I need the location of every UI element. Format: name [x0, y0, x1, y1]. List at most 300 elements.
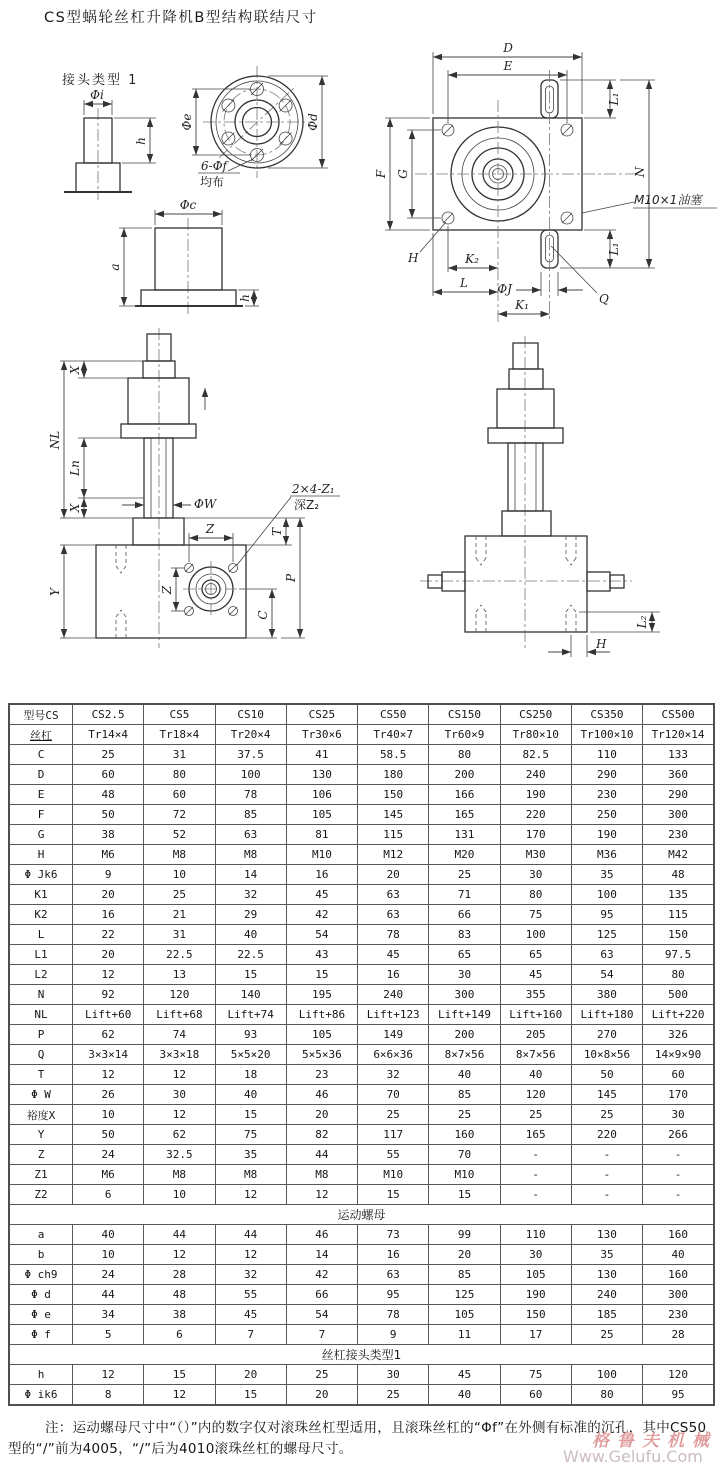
row-label: NL	[9, 1005, 73, 1025]
value-cell: 240	[500, 765, 571, 785]
table-row	[9, 1085, 714, 1105]
value-cell: 46	[286, 1085, 357, 1105]
table-row	[9, 885, 714, 905]
value-cell: 7	[215, 1325, 286, 1345]
value-cell: Tr30×6	[286, 725, 357, 745]
value-cell: 44	[215, 1225, 286, 1245]
value-cell: 16	[286, 865, 357, 885]
value-cell: 165	[429, 805, 500, 825]
table-row	[9, 905, 714, 925]
table-row	[9, 1065, 714, 1085]
value-cell: 300	[429, 985, 500, 1005]
row-label: Φ Jk6	[9, 865, 73, 885]
value-cell: Tr100×10	[571, 725, 642, 745]
value-cell: Tr40×7	[358, 725, 429, 745]
value-cell: 7	[286, 1325, 357, 1345]
value-cell: 43	[286, 945, 357, 965]
value-cell: Lift+74	[215, 1005, 286, 1025]
value-cell: Lift+160	[500, 1005, 571, 1025]
value-cell: 85	[215, 805, 286, 825]
page-title: CS型蜗轮丝杠升降机B型结构联结尺寸	[44, 10, 318, 26]
value-cell: 25	[144, 885, 215, 905]
table-row	[9, 985, 714, 1005]
model-column-header: CS350	[571, 704, 642, 725]
dim-Z-vertical: Z	[160, 585, 174, 595]
value-cell: 180	[358, 765, 429, 785]
value-cell: 95	[643, 1385, 714, 1406]
value-cell: 60	[144, 785, 215, 805]
value-cell: 92	[73, 985, 144, 1005]
value-cell: 52	[144, 825, 215, 845]
table-row	[9, 1365, 714, 1385]
value-cell: 54	[571, 965, 642, 985]
value-cell: 58.5	[358, 745, 429, 765]
value-cell: 8	[73, 1385, 144, 1406]
value-cell: 11	[429, 1325, 500, 1345]
value-cell: 150	[358, 785, 429, 805]
value-cell: 15	[215, 1105, 286, 1125]
value-cell: 40	[500, 1065, 571, 1085]
value-cell: M12	[358, 845, 429, 865]
row-label: Z2	[9, 1185, 73, 1205]
value-cell: 5×5×20	[215, 1045, 286, 1065]
value-cell: 290	[643, 785, 714, 805]
section-row	[9, 1345, 714, 1365]
value-cell: Tr120×14	[643, 725, 714, 745]
value-cell: 22.5	[215, 945, 286, 965]
oil-plug-label: M10×1油塞	[634, 193, 702, 207]
model-column-header: CS25	[286, 704, 357, 725]
row-label: C	[9, 745, 73, 765]
value-cell: -	[571, 1185, 642, 1205]
dim-L1-top: L₁	[607, 92, 621, 106]
value-cell: 25	[571, 1105, 642, 1125]
value-cell: 12	[144, 1245, 215, 1265]
value-cell: 38	[73, 825, 144, 845]
value-cell: M10	[358, 1165, 429, 1185]
table-row	[9, 865, 714, 885]
value-cell: 28	[643, 1325, 714, 1345]
model-column-header: CS5	[144, 704, 215, 725]
value-cell: 15	[215, 1385, 286, 1406]
value-cell: Tr60×9	[429, 725, 500, 745]
value-cell: 12	[144, 1385, 215, 1406]
value-cell: 78	[215, 785, 286, 805]
value-cell: 12	[73, 1065, 144, 1085]
dim-Q: Q	[599, 292, 609, 306]
value-cell: 85	[429, 1085, 500, 1105]
dim-X-bottom: X	[68, 503, 82, 513]
value-cell: 115	[358, 825, 429, 845]
callout-2x4-Z1: 2×4-Z₁	[292, 482, 335, 496]
dim-D: D	[503, 41, 513, 55]
dim-Z-horizontal: Z	[205, 522, 215, 536]
table-row	[9, 1165, 714, 1185]
value-cell: 20	[286, 1105, 357, 1125]
value-cell: 26	[73, 1085, 144, 1105]
value-cell: 120	[144, 985, 215, 1005]
value-cell: 130	[571, 1265, 642, 1285]
value-cell: M8	[286, 1165, 357, 1185]
row-label: L2	[9, 965, 73, 985]
value-cell: M10	[286, 845, 357, 865]
value-cell: 24	[73, 1265, 144, 1285]
row-label: Φ d	[9, 1285, 73, 1305]
value-cell: 170	[500, 825, 571, 845]
value-cell: 24	[73, 1145, 144, 1165]
table-row	[9, 1285, 714, 1305]
value-cell: 48	[73, 785, 144, 805]
dim-H: H	[408, 251, 419, 265]
value-cell: 145	[571, 1085, 642, 1105]
dim-phi-e: Φe	[180, 113, 194, 131]
nut-side-view	[108, 198, 259, 314]
value-cell: 80	[144, 765, 215, 785]
value-cell: 14	[286, 1245, 357, 1265]
dim-T: T	[270, 527, 284, 537]
value-cell: 300	[643, 805, 714, 825]
dim-h-nut: h	[238, 294, 252, 302]
value-cell: 50	[73, 1125, 144, 1145]
value-cell: 266	[643, 1125, 714, 1145]
value-cell: Tr20×4	[215, 725, 286, 745]
value-cell: 48	[643, 865, 714, 885]
value-cell: 220	[571, 1125, 642, 1145]
value-cell: 71	[429, 885, 500, 905]
table-row	[9, 1105, 714, 1125]
value-cell: 6	[144, 1325, 215, 1345]
value-cell: 16	[73, 905, 144, 925]
value-cell: 3×3×18	[144, 1045, 215, 1065]
model-column-header: CS250	[500, 704, 571, 725]
value-cell: 190	[500, 1285, 571, 1305]
value-cell: 40	[215, 925, 286, 945]
row-label: Z1	[9, 1165, 73, 1185]
value-cell: 190	[571, 825, 642, 845]
value-cell: 70	[358, 1085, 429, 1105]
value-cell: 30	[144, 1085, 215, 1105]
model-column-header: CS10	[215, 704, 286, 725]
row-label: Φ ch9	[9, 1265, 73, 1285]
value-cell: 95	[358, 1285, 429, 1305]
value-cell: 42	[286, 1265, 357, 1285]
dim-6-phi-f: 6-Φf	[201, 159, 227, 173]
value-cell: 149	[358, 1025, 429, 1045]
value-cell: 20	[429, 1245, 500, 1265]
model-column-header: CS500	[643, 704, 714, 725]
value-cell: 14×9×90	[643, 1045, 714, 1065]
value-cell: 40	[429, 1385, 500, 1406]
row-label: Z	[9, 1145, 73, 1165]
value-cell: 100	[215, 765, 286, 785]
value-cell: 63	[571, 945, 642, 965]
value-cell: 25	[429, 1105, 500, 1125]
value-cell: 117	[358, 1125, 429, 1145]
value-cell: 106	[286, 785, 357, 805]
value-cell: 500	[643, 985, 714, 1005]
value-cell: M20	[429, 845, 500, 865]
value-cell: -	[500, 1145, 571, 1165]
value-cell: 105	[286, 1025, 357, 1045]
value-cell: 63	[215, 825, 286, 845]
table-row	[9, 725, 714, 745]
row-label: Φ ik6	[9, 1385, 73, 1406]
row-label: b	[9, 1245, 73, 1265]
value-cell: -	[571, 1145, 642, 1165]
table-row	[9, 1145, 714, 1165]
header-row	[9, 704, 714, 725]
value-cell: 31	[144, 745, 215, 765]
dim-phi-J: ΦJ	[497, 282, 512, 296]
value-cell: 110	[500, 1225, 571, 1245]
value-cell: 35	[215, 1145, 286, 1165]
dim-K1: K₁	[515, 298, 529, 312]
value-cell: 30	[643, 1105, 714, 1125]
table-row	[9, 1045, 714, 1065]
value-cell: 32	[215, 1265, 286, 1285]
value-cell: 20	[286, 1385, 357, 1406]
value-cell: 5	[73, 1325, 144, 1345]
value-cell: Lift+86	[286, 1005, 357, 1025]
value-cell: Tr14×4	[73, 725, 144, 745]
watermark-site: Www.Gelufu.Com	[563, 1447, 703, 1466]
row-label: h	[9, 1365, 73, 1385]
value-cell: 230	[643, 825, 714, 845]
value-cell: 6×6×36	[358, 1045, 429, 1065]
model-header-cell: 型号CS	[9, 704, 73, 725]
dim-phi-c: Φc	[179, 198, 197, 212]
value-cell: 25	[429, 865, 500, 885]
value-cell: 62	[144, 1125, 215, 1145]
spec-table	[8, 703, 715, 1406]
value-cell: 220	[500, 805, 571, 825]
value-cell: 21	[144, 905, 215, 925]
value-cell: 46	[286, 1225, 357, 1245]
value-cell: 37.5	[215, 745, 286, 765]
value-cell: 60	[643, 1065, 714, 1085]
value-cell: 82.5	[500, 745, 571, 765]
value-cell: 31	[144, 925, 215, 945]
value-cell: 12	[73, 1365, 144, 1385]
value-cell: 40	[643, 1245, 714, 1265]
value-cell: 40	[73, 1225, 144, 1245]
joint-stud-side-view	[62, 72, 156, 200]
value-cell: 41	[286, 745, 357, 765]
value-cell: 10×8×56	[571, 1045, 642, 1065]
value-cell: 25	[286, 1365, 357, 1385]
row-label: Φ f	[9, 1325, 73, 1345]
value-cell: 20	[73, 945, 144, 965]
value-cell: 230	[571, 785, 642, 805]
value-cell: 25	[500, 1105, 571, 1125]
value-cell: 195	[286, 985, 357, 1005]
dim-phi-i: Φi	[90, 88, 104, 102]
value-cell: 3×3×14	[73, 1045, 144, 1065]
value-cell: 38	[144, 1305, 215, 1325]
row-label: K2	[9, 905, 73, 925]
value-cell: 15	[144, 1365, 215, 1385]
value-cell: M8	[144, 1165, 215, 1185]
value-cell: 22	[73, 925, 144, 945]
dim-Ln: Ln	[68, 460, 82, 476]
value-cell: 15	[429, 1185, 500, 1205]
value-cell: 8×7×56	[429, 1045, 500, 1065]
dim-P: P	[284, 573, 298, 583]
value-cell: 54	[286, 925, 357, 945]
value-cell: 16	[358, 1245, 429, 1265]
row-label: G	[9, 825, 73, 845]
value-cell: 63	[358, 905, 429, 925]
table-row	[9, 845, 714, 865]
value-cell: 75	[500, 1365, 571, 1385]
row-label: 丝杠	[9, 725, 73, 745]
value-cell: 80	[500, 885, 571, 905]
watermark-brand: 格鲁夫机械	[592, 1431, 717, 1451]
value-cell: 360	[643, 765, 714, 785]
row-label: a	[9, 1225, 73, 1245]
jack-front-view	[48, 328, 340, 648]
value-cell: 12	[144, 1105, 215, 1125]
value-cell: Tr18×4	[144, 725, 215, 745]
value-cell: 270	[571, 1025, 642, 1045]
value-cell: 140	[215, 985, 286, 1005]
value-cell: 200	[429, 1025, 500, 1045]
value-cell: 23	[286, 1065, 357, 1085]
value-cell: Lift+180	[571, 1005, 642, 1025]
value-cell: M8	[215, 845, 286, 865]
table-row	[9, 1125, 714, 1145]
value-cell: 240	[358, 985, 429, 1005]
value-cell: 10	[73, 1105, 144, 1125]
value-cell: 72	[144, 805, 215, 825]
value-cell: 150	[500, 1305, 571, 1325]
value-cell: 81	[286, 825, 357, 845]
value-cell: 20	[73, 885, 144, 905]
value-cell: 10	[144, 1185, 215, 1205]
value-cell: 45	[358, 945, 429, 965]
value-cell: 160	[643, 1265, 714, 1285]
value-cell: M8	[144, 845, 215, 865]
value-cell: 25	[73, 745, 144, 765]
value-cell: 54	[286, 1305, 357, 1325]
value-cell: 85	[429, 1265, 500, 1285]
dim-L: L	[460, 276, 468, 290]
dim-phi-d: Φd	[306, 113, 320, 131]
value-cell: 78	[358, 1305, 429, 1325]
value-cell: -	[643, 1145, 714, 1165]
value-cell: M6	[73, 845, 144, 865]
row-label: L	[9, 925, 73, 945]
value-cell: 12	[215, 1185, 286, 1205]
value-cell: 45	[286, 885, 357, 905]
row-label: N	[9, 985, 73, 1005]
value-cell: 32	[358, 1065, 429, 1085]
model-column-header: CS150	[429, 704, 500, 725]
value-cell: -	[643, 1185, 714, 1205]
value-cell: 120	[643, 1365, 714, 1385]
value-cell: 17	[500, 1325, 571, 1345]
value-cell: M10	[429, 1165, 500, 1185]
value-cell: 82	[286, 1125, 357, 1145]
value-cell: Lift+220	[643, 1005, 714, 1025]
value-cell: Lift+123	[358, 1005, 429, 1025]
value-cell: 130	[571, 1225, 642, 1245]
value-cell: 165	[500, 1125, 571, 1145]
value-cell: 44	[286, 1145, 357, 1165]
table-row	[9, 925, 714, 945]
value-cell: -	[500, 1165, 571, 1185]
value-cell: 14	[215, 865, 286, 885]
value-cell: 60	[73, 765, 144, 785]
value-cell: 65	[500, 945, 571, 965]
value-cell: M30	[500, 845, 571, 865]
row-label: E	[9, 785, 73, 805]
value-cell: 78	[358, 925, 429, 945]
value-cell: 30	[429, 965, 500, 985]
value-cell: 62	[73, 1025, 144, 1045]
value-cell: 40	[215, 1085, 286, 1105]
value-cell: 9	[358, 1325, 429, 1345]
value-cell: 15	[215, 965, 286, 985]
row-label: Φ W	[9, 1085, 73, 1105]
value-cell: 12	[144, 1065, 215, 1085]
value-cell: -	[571, 1165, 642, 1185]
value-cell: 25	[358, 1385, 429, 1406]
table-row	[9, 1005, 714, 1025]
value-cell: 83	[429, 925, 500, 945]
table-row	[9, 785, 714, 805]
value-cell: 150	[643, 925, 714, 945]
value-cell: 95	[571, 905, 642, 925]
value-cell: 25	[358, 1105, 429, 1125]
dim-L1-bottom: L₁	[607, 242, 621, 256]
value-cell: 55	[358, 1145, 429, 1165]
value-cell: 30	[500, 865, 571, 885]
value-cell: 32.5	[144, 1145, 215, 1165]
value-cell: 20	[215, 1365, 286, 1385]
value-cell: 125	[429, 1285, 500, 1305]
value-cell: 105	[500, 1265, 571, 1285]
value-cell: 30	[500, 1245, 571, 1265]
value-cell: 190	[500, 785, 571, 805]
value-cell: 170	[643, 1085, 714, 1105]
value-cell: 185	[571, 1305, 642, 1325]
value-cell: 74	[144, 1025, 215, 1045]
value-cell: 42	[286, 905, 357, 925]
section-row	[9, 1205, 714, 1225]
value-cell: 35	[571, 1245, 642, 1265]
value-cell: 250	[571, 805, 642, 825]
value-cell: 34	[73, 1305, 144, 1325]
value-cell: 75	[215, 1125, 286, 1145]
value-cell: -	[643, 1165, 714, 1185]
value-cell: 29	[215, 905, 286, 925]
value-cell: 6	[73, 1185, 144, 1205]
row-label: D	[9, 765, 73, 785]
row-label: K1	[9, 885, 73, 905]
value-cell: 99	[429, 1225, 500, 1245]
table-row	[9, 1225, 714, 1245]
value-cell: 130	[286, 765, 357, 785]
value-cell: 25	[571, 1325, 642, 1345]
value-cell: 100	[500, 925, 571, 945]
value-cell: 63	[358, 885, 429, 905]
value-cell: 50	[571, 1065, 642, 1085]
value-cell: 110	[571, 745, 642, 765]
value-cell: 12	[215, 1245, 286, 1265]
dim-h-stud: h	[134, 137, 148, 145]
value-cell: M6	[73, 1165, 144, 1185]
